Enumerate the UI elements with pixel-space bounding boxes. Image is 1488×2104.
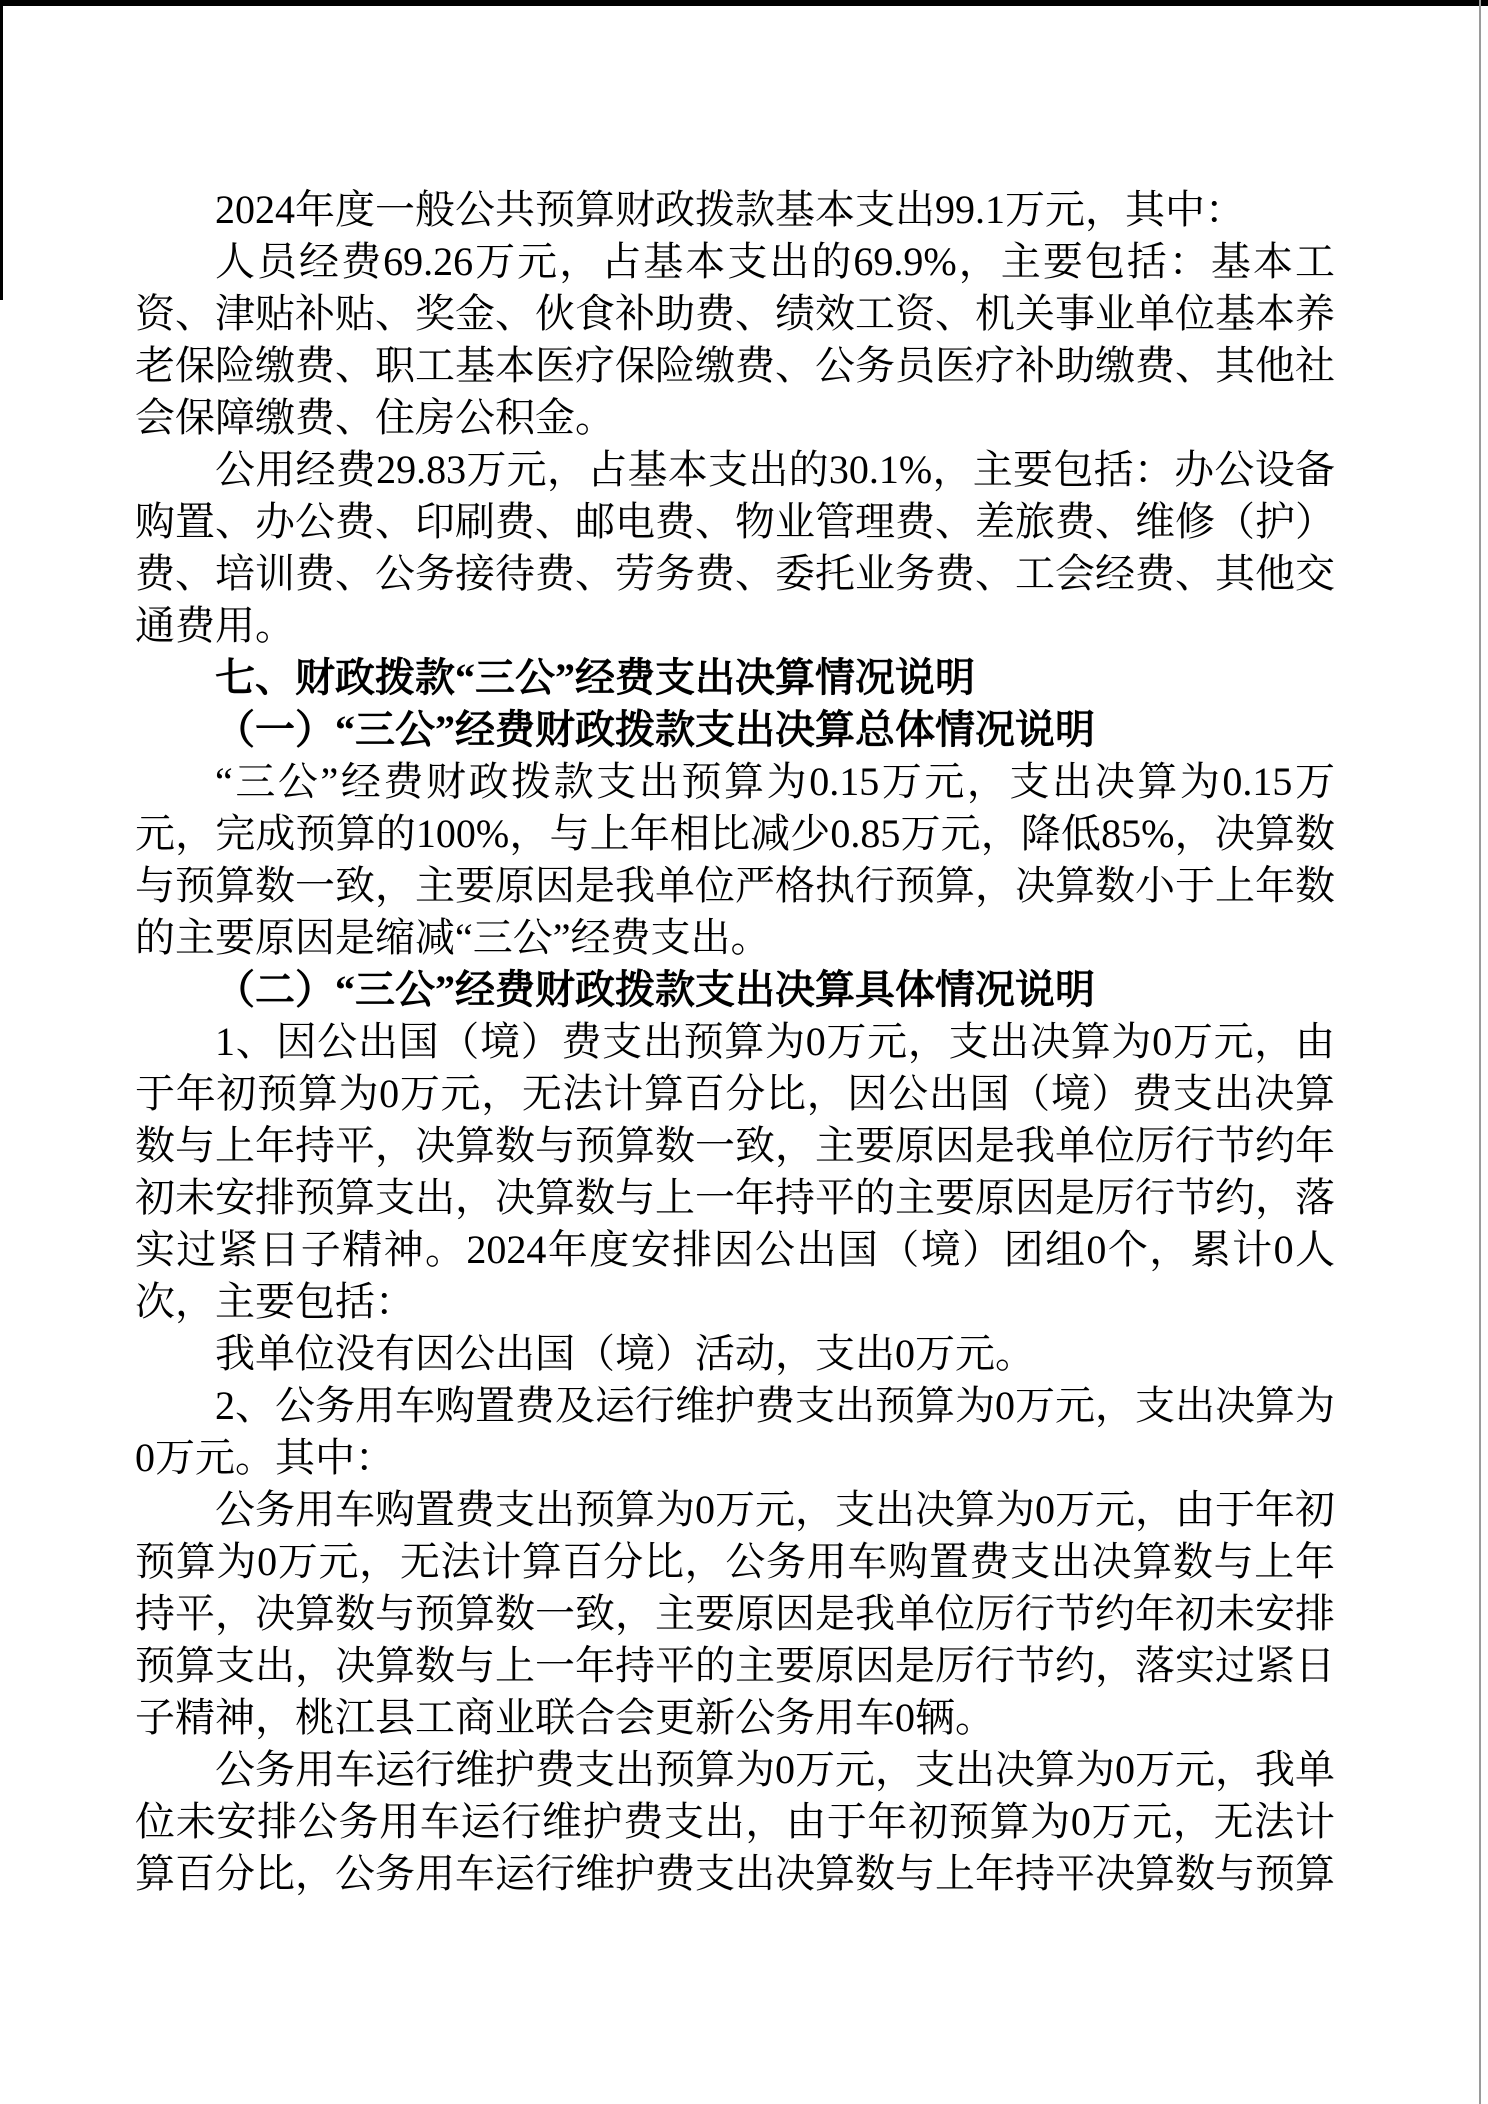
paragraph: 2024年度一般公共预算财政拨款基本支出99.1万元，其中： [215, 187, 1245, 232]
scan-left-edge-line [0, 0, 3, 300]
scan-top-edge-bar [0, 0, 1488, 6]
paragraph: “三公”经费财政拨款支出预算为0.15万元，支出决算为0.15万元，完成预算的100%，与上年相比减少0.85万元，降低85%，决算数与预算数一致，主要原因是我单位严格执行预算，决算数小于上年数的主要原因是缩减“三公”经费支出。 [135, 759, 1335, 960]
document-body [135, 184, 1335, 1900]
paragraph: 人员经费69.26万元，占基本支出的69.9%，主要包括：基本工资、津贴补贴、奖金、伙食补助费、绩效工资、机关事业单位基本养老保险缴费、职工基本医疗保险缴费、公务员医疗补助缴费、其他社会保障缴费、住房公积金。 [135, 239, 1335, 440]
paragraph: 公用经费29.83万元，占基本支出的30.1%，主要包括：办公设备购置、办公费、印刷费、邮电费、物业管理费、差旅费、维修（护）费、培训费、公务接待费、劳务费、委托业务费、工会经费、其他交通费用。 [135, 447, 1335, 648]
section-heading: （一）“三公”经费财政拨款支出决算总体情况说明 [215, 707, 1095, 752]
paragraph: 公务用车购置费支出预算为0万元，支出决算为0万元，由于年初预算为0万元，无法计算百分比，公务用车购置费支出决算数与上年持平，决算数与预算数一致，主要原因是我单位厉行节约年初未安排预算支出，决算数与上一年持平的主要原因是厉行节约，落实过紧日子精神，桃江县工商业联合会更新公务用车0辆。 [135, 1487, 1335, 1740]
paragraph: 1、因公出国（境）费支出预算为0万元，支出决算为0万元，由于年初预算为0万元，无法计算百分比，因公出国（境）费支出决算数与上年持平，决算数与预算数一致，主要原因是我单位厉行节约年初未安排预算支出，决算数与上一年持平的主要原因是厉行节约，落实过紧日子精神。2024年度安排因公出国（境）团组0个，累计0人次，主要包括： [135, 1019, 1335, 1324]
section-heading: 七、财政拨款“三公”经费支出决算情况说明 [215, 655, 975, 700]
paragraph: 我单位没有因公出国（境）活动，支出0万元。 [215, 1331, 1035, 1376]
paragraph: 2、公务用车购置费及运行维护费支出预算为0万元，支出决算为0万元。其中： [135, 1383, 1335, 1480]
section-heading: （二）“三公”经费财政拨款支出决算具体情况说明 [215, 967, 1095, 1012]
scan-right-edge-line [1479, 0, 1481, 2104]
paragraph: 公务用车运行维护费支出预算为0万元，支出决算为0万元，我单位未安排公务用车运行维护费支出，由于年初预算为0万元，无法计算百分比，公务用车运行维护费支出决算数与上年持平决算数与预算 [135, 1747, 1335, 1896]
